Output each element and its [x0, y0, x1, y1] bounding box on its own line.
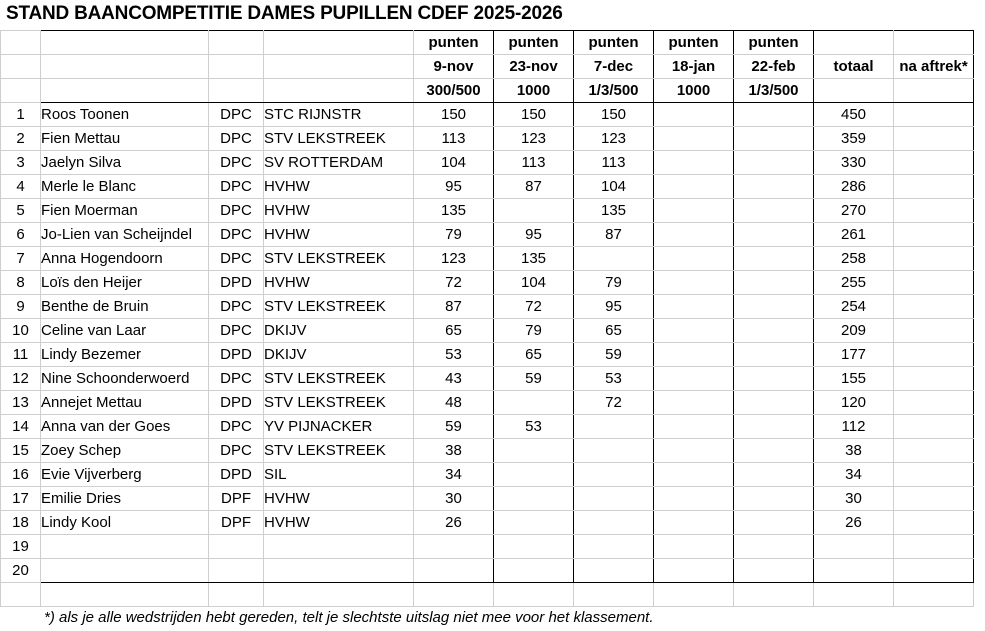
table-row [1, 151, 974, 175]
points-cell[interactable] [654, 151, 734, 175]
rank-cell[interactable]: 6 [1, 223, 41, 247]
category-cell[interactable]: DPC [209, 439, 264, 463]
points-cell[interactable]: 150 [494, 103, 574, 127]
club-cell[interactable]: SIL [264, 463, 414, 487]
points-cell[interactable]: 123 [494, 127, 574, 151]
club-cell[interactable]: HVHW [264, 199, 414, 223]
category-cell[interactable]: DPC [209, 127, 264, 151]
net-total-cell[interactable] [894, 439, 974, 463]
header-date[interactable]: 22-feb [734, 55, 814, 79]
points-cell[interactable] [494, 487, 574, 511]
category-cell[interactable]: DPC [209, 199, 264, 223]
table-row [1, 343, 974, 367]
points-cell[interactable] [494, 391, 574, 415]
name-cell[interactable]: Celine van Laar [41, 319, 209, 343]
points-cell[interactable] [574, 535, 654, 559]
club-cell[interactable]: SV ROTTERDAM [264, 151, 414, 175]
net-total-cell[interactable] [894, 199, 974, 223]
points-cell[interactable]: 72 [414, 271, 494, 295]
name-cell[interactable] [41, 559, 209, 583]
club-cell[interactable]: HVHW [264, 487, 414, 511]
category-cell[interactable]: DPD [209, 343, 264, 367]
name-cell[interactable]: Benthe de Bruin [41, 295, 209, 319]
sheet-title: STAND BAANCOMPETITIE DAMES PUPILLEN CDEF 2025-2026 [6, 3, 563, 24]
rank-cell[interactable]: 19 [1, 535, 41, 559]
points-cell[interactable]: 30 [414, 487, 494, 511]
points-cell[interactable] [654, 463, 734, 487]
rank-cell[interactable]: 1 [1, 103, 41, 127]
rank-cell[interactable]: 14 [1, 415, 41, 439]
net-total-cell[interactable] [894, 391, 974, 415]
category-cell[interactable]: DPC [209, 319, 264, 343]
points-cell[interactable] [734, 103, 814, 127]
points-cell[interactable] [654, 343, 734, 367]
points-cell[interactable]: 72 [574, 391, 654, 415]
header-na-aftrek[interactable]: na aftrek* [894, 55, 974, 79]
points-cell[interactable] [734, 391, 814, 415]
standings-table [0, 30, 974, 607]
points-cell[interactable]: 104 [414, 151, 494, 175]
points-cell[interactable]: 79 [414, 223, 494, 247]
header-date[interactable]: 7-dec [574, 55, 654, 79]
points-cell[interactable] [734, 127, 814, 151]
points-cell[interactable]: 95 [494, 223, 574, 247]
cell[interactable] [574, 583, 654, 607]
header-points[interactable]: 1000 [494, 79, 574, 103]
points-cell[interactable]: 87 [494, 175, 574, 199]
net-total-cell[interactable] [894, 367, 974, 391]
total-cell[interactable]: 258 [814, 247, 894, 271]
rank-cell[interactable]: 11 [1, 343, 41, 367]
points-cell[interactable]: 95 [574, 295, 654, 319]
points-cell[interactable] [734, 559, 814, 583]
total-cell[interactable]: 112 [814, 415, 894, 439]
points-cell[interactable] [654, 535, 734, 559]
points-cell[interactable] [654, 511, 734, 535]
rank-cell[interactable]: 20 [1, 559, 41, 583]
points-cell[interactable] [654, 367, 734, 391]
table-row [1, 487, 974, 511]
points-cell[interactable] [494, 199, 574, 223]
cell[interactable] [1, 79, 41, 103]
category-cell[interactable]: DPD [209, 391, 264, 415]
points-cell[interactable] [654, 319, 734, 343]
table-row [1, 415, 974, 439]
header-points[interactable]: 1/3/500 [734, 79, 814, 103]
points-cell[interactable] [734, 319, 814, 343]
points-cell[interactable] [574, 463, 654, 487]
table-row [1, 271, 974, 295]
rank-cell[interactable]: 16 [1, 463, 41, 487]
header-points[interactable]: 1/3/500 [574, 79, 654, 103]
table-row [1, 391, 974, 415]
points-cell[interactable] [414, 559, 494, 583]
name-cell[interactable]: Annejet Mettau [41, 391, 209, 415]
points-cell[interactable] [734, 199, 814, 223]
points-cell[interactable] [654, 127, 734, 151]
club-cell[interactable]: DKIJV [264, 319, 414, 343]
table-row [1, 511, 974, 535]
cell[interactable] [894, 583, 974, 607]
points-cell[interactable] [734, 295, 814, 319]
name-cell[interactable]: Merle le Blanc [41, 175, 209, 199]
net-total-cell[interactable] [894, 535, 974, 559]
header-punten[interactable]: punten [654, 31, 734, 55]
header-row-punten [1, 31, 974, 55]
points-cell[interactable] [654, 391, 734, 415]
category-cell[interactable]: DPD [209, 463, 264, 487]
name-cell[interactable]: Evie Vijverberg [41, 463, 209, 487]
total-cell[interactable]: 155 [814, 367, 894, 391]
name-cell[interactable]: Loïs den Heijer [41, 271, 209, 295]
net-total-cell[interactable] [894, 487, 974, 511]
header-date[interactable]: 9-nov [414, 55, 494, 79]
table-row [1, 103, 974, 127]
points-cell[interactable]: 150 [574, 103, 654, 127]
club-cell[interactable]: DKIJV [264, 343, 414, 367]
points-cell[interactable]: 87 [414, 295, 494, 319]
points-cell[interactable] [494, 535, 574, 559]
cell[interactable] [41, 55, 209, 79]
points-cell[interactable] [734, 511, 814, 535]
points-cell[interactable]: 113 [414, 127, 494, 151]
points-cell[interactable]: 79 [574, 271, 654, 295]
cell[interactable] [654, 583, 734, 607]
total-cell[interactable] [814, 559, 894, 583]
points-cell[interactable] [734, 223, 814, 247]
points-cell[interactable]: 135 [574, 199, 654, 223]
header-punten[interactable]: punten [574, 31, 654, 55]
club-cell[interactable]: HVHW [264, 271, 414, 295]
footnote: *) als je alle wedstrijden hebt gereden, telt je slechtste uitslag niet mee voor het klassement. [44, 609, 654, 626]
header-points[interactable]: 300/500 [414, 79, 494, 103]
points-cell[interactable]: 26 [414, 511, 494, 535]
rank-cell[interactable]: 9 [1, 295, 41, 319]
points-cell[interactable] [654, 103, 734, 127]
total-cell[interactable]: 38 [814, 439, 894, 463]
club-cell[interactable]: STV LEKSTREEK [264, 247, 414, 271]
name-cell[interactable]: Fien Moerman [41, 199, 209, 223]
rank-cell[interactable]: 17 [1, 487, 41, 511]
name-cell[interactable]: Jaelyn Silva [41, 151, 209, 175]
points-cell[interactable] [574, 439, 654, 463]
spacer-row [1, 583, 974, 607]
table-row [1, 535, 974, 559]
cell[interactable] [264, 583, 414, 607]
points-cell[interactable]: 65 [414, 319, 494, 343]
total-cell[interactable] [814, 535, 894, 559]
club-cell[interactable]: HVHW [264, 511, 414, 535]
table-row [1, 367, 974, 391]
club-cell[interactable]: STV LEKSTREEK [264, 295, 414, 319]
header-points[interactable]: 1000 [654, 79, 734, 103]
rank-cell[interactable]: 5 [1, 199, 41, 223]
table-row [1, 463, 974, 487]
cell[interactable] [264, 79, 414, 103]
net-total-cell[interactable] [894, 559, 974, 583]
name-cell[interactable]: Jo-Lien van Scheijndel [41, 223, 209, 247]
category-cell[interactable]: DPF [209, 487, 264, 511]
points-cell[interactable] [494, 511, 574, 535]
points-cell[interactable] [654, 271, 734, 295]
net-total-cell[interactable] [894, 415, 974, 439]
points-cell[interactable]: 38 [414, 439, 494, 463]
points-cell[interactable] [734, 415, 814, 439]
cell[interactable] [814, 583, 894, 607]
points-cell[interactable] [654, 439, 734, 463]
points-cell[interactable] [414, 535, 494, 559]
points-cell[interactable] [654, 199, 734, 223]
rank-cell[interactable]: 10 [1, 319, 41, 343]
points-cell[interactable] [574, 559, 654, 583]
name-cell[interactable]: Zoey Schep [41, 439, 209, 463]
points-cell[interactable]: 150 [414, 103, 494, 127]
net-total-cell[interactable] [894, 175, 974, 199]
points-cell[interactable] [574, 247, 654, 271]
total-cell[interactable]: 330 [814, 151, 894, 175]
points-cell[interactable] [734, 367, 814, 391]
header-date[interactable]: 18-jan [654, 55, 734, 79]
club-cell[interactable]: STV LEKSTREEK [264, 439, 414, 463]
table-row [1, 559, 974, 583]
net-total-cell[interactable] [894, 463, 974, 487]
club-cell[interactable]: STC RIJNSTR [264, 103, 414, 127]
net-total-cell[interactable] [894, 319, 974, 343]
points-cell[interactable]: 59 [574, 343, 654, 367]
points-cell[interactable] [734, 247, 814, 271]
rank-cell[interactable]: 18 [1, 511, 41, 535]
total-cell[interactable]: 26 [814, 511, 894, 535]
cell[interactable] [264, 31, 414, 55]
points-cell[interactable]: 34 [414, 463, 494, 487]
header-row-points [1, 79, 974, 103]
club-cell[interactable]: HVHW [264, 175, 414, 199]
cell[interactable] [41, 79, 209, 103]
points-cell[interactable]: 43 [414, 367, 494, 391]
points-cell[interactable] [654, 175, 734, 199]
points-cell[interactable]: 123 [574, 127, 654, 151]
net-total-cell[interactable] [894, 295, 974, 319]
name-cell[interactable]: Roos Toonen [41, 103, 209, 127]
rank-cell[interactable]: 2 [1, 127, 41, 151]
name-cell[interactable]: Lindy Kool [41, 511, 209, 535]
cell[interactable] [41, 31, 209, 55]
name-cell[interactable]: Anna van der Goes [41, 415, 209, 439]
net-total-cell[interactable] [894, 343, 974, 367]
name-cell[interactable]: Nine Schoonderwoerd [41, 367, 209, 391]
table-row [1, 295, 974, 319]
points-cell[interactable] [654, 223, 734, 247]
table-row [1, 175, 974, 199]
cell[interactable] [209, 79, 264, 103]
points-cell[interactable] [574, 415, 654, 439]
table-row [1, 247, 974, 271]
name-cell[interactable]: Lindy Bezemer [41, 343, 209, 367]
points-cell[interactable]: 53 [414, 343, 494, 367]
net-total-cell[interactable] [894, 223, 974, 247]
table-row [1, 319, 974, 343]
net-total-cell[interactable] [894, 103, 974, 127]
cell[interactable] [1, 583, 41, 607]
club-cell[interactable] [264, 559, 414, 583]
rank-cell[interactable]: 3 [1, 151, 41, 175]
cell[interactable] [1, 31, 41, 55]
header-punten[interactable]: punten [414, 31, 494, 55]
cell[interactable] [894, 79, 974, 103]
points-cell[interactable]: 65 [574, 319, 654, 343]
category-cell[interactable]: DPC [209, 415, 264, 439]
points-cell[interactable] [734, 439, 814, 463]
rank-cell[interactable]: 8 [1, 271, 41, 295]
category-cell[interactable]: DPD [209, 271, 264, 295]
category-cell[interactable]: DPC [209, 367, 264, 391]
points-cell[interactable] [494, 463, 574, 487]
points-cell[interactable]: 65 [494, 343, 574, 367]
points-cell[interactable]: 135 [494, 247, 574, 271]
rank-cell[interactable]: 15 [1, 439, 41, 463]
total-cell[interactable]: 209 [814, 319, 894, 343]
points-cell[interactable]: 104 [574, 175, 654, 199]
points-cell[interactable]: 53 [574, 367, 654, 391]
net-total-cell[interactable] [894, 127, 974, 151]
club-cell[interactable]: YV PIJNACKER [264, 415, 414, 439]
rank-cell[interactable]: 12 [1, 367, 41, 391]
points-cell[interactable]: 59 [494, 367, 574, 391]
points-cell[interactable]: 95 [414, 175, 494, 199]
rank-cell[interactable]: 13 [1, 391, 41, 415]
table-row [1, 199, 974, 223]
header-date[interactable]: 23-nov [494, 55, 574, 79]
net-total-cell[interactable] [894, 271, 974, 295]
points-cell[interactable]: 87 [574, 223, 654, 247]
cell[interactable] [814, 31, 894, 55]
total-cell[interactable]: 270 [814, 199, 894, 223]
net-total-cell[interactable] [894, 151, 974, 175]
net-total-cell[interactable] [894, 247, 974, 271]
category-cell[interactable]: DPC [209, 103, 264, 127]
category-cell[interactable]: DPC [209, 151, 264, 175]
points-cell[interactable]: 79 [494, 319, 574, 343]
total-cell[interactable]: 30 [814, 487, 894, 511]
rank-cell[interactable]: 4 [1, 175, 41, 199]
points-cell[interactable] [734, 175, 814, 199]
total-cell[interactable]: 261 [814, 223, 894, 247]
cell[interactable] [264, 55, 414, 79]
cell[interactable] [1, 55, 41, 79]
table-row [1, 439, 974, 463]
club-cell[interactable]: HVHW [264, 223, 414, 247]
cell[interactable] [814, 79, 894, 103]
total-cell[interactable]: 255 [814, 271, 894, 295]
points-cell[interactable] [734, 271, 814, 295]
name-cell[interactable]: Anna Hogendoorn [41, 247, 209, 271]
header-punten[interactable]: punten [494, 31, 574, 55]
cell[interactable] [894, 31, 974, 55]
cell[interactable] [414, 583, 494, 607]
points-cell[interactable] [734, 487, 814, 511]
total-cell[interactable]: 120 [814, 391, 894, 415]
points-cell[interactable] [654, 415, 734, 439]
points-cell[interactable] [734, 343, 814, 367]
points-cell[interactable] [654, 559, 734, 583]
cell[interactable] [41, 583, 209, 607]
points-cell[interactable]: 48 [414, 391, 494, 415]
points-cell[interactable] [654, 295, 734, 319]
total-cell[interactable]: 359 [814, 127, 894, 151]
category-cell[interactable] [209, 535, 264, 559]
cell[interactable] [209, 31, 264, 55]
club-cell[interactable]: STV LEKSTREEK [264, 127, 414, 151]
name-cell[interactable]: Emilie Dries [41, 487, 209, 511]
points-cell[interactable] [654, 487, 734, 511]
points-cell[interactable] [734, 151, 814, 175]
points-cell[interactable]: 113 [574, 151, 654, 175]
points-cell[interactable]: 72 [494, 295, 574, 319]
category-cell[interactable]: DPC [209, 295, 264, 319]
points-cell[interactable]: 104 [494, 271, 574, 295]
category-cell[interactable]: DPC [209, 247, 264, 271]
cell[interactable] [494, 583, 574, 607]
cell[interactable] [734, 583, 814, 607]
cell[interactable] [209, 55, 264, 79]
total-cell[interactable]: 450 [814, 103, 894, 127]
name-cell[interactable] [41, 535, 209, 559]
rank-cell[interactable]: 7 [1, 247, 41, 271]
category-cell[interactable] [209, 559, 264, 583]
category-cell[interactable]: DPF [209, 511, 264, 535]
total-cell[interactable]: 34 [814, 463, 894, 487]
club-cell[interactable]: STV LEKSTREEK [264, 367, 414, 391]
category-cell[interactable]: DPC [209, 175, 264, 199]
points-cell[interactable] [654, 247, 734, 271]
total-cell[interactable]: 177 [814, 343, 894, 367]
table-row [1, 223, 974, 247]
points-cell[interactable] [494, 559, 574, 583]
category-cell[interactable]: DPC [209, 223, 264, 247]
table-row [1, 127, 974, 151]
club-cell[interactable]: STV LEKSTREEK [264, 391, 414, 415]
total-cell[interactable]: 286 [814, 175, 894, 199]
header-totaal[interactable]: totaal [814, 55, 894, 79]
points-cell[interactable] [574, 511, 654, 535]
header-punten[interactable]: punten [734, 31, 814, 55]
points-cell[interactable] [734, 535, 814, 559]
points-cell[interactable]: 53 [494, 415, 574, 439]
points-cell[interactable]: 123 [414, 247, 494, 271]
header-row-dates [1, 55, 974, 79]
club-cell[interactable] [264, 535, 414, 559]
points-cell[interactable] [494, 439, 574, 463]
net-total-cell[interactable] [894, 511, 974, 535]
name-cell[interactable]: Fien Mettau [41, 127, 209, 151]
points-cell[interactable]: 59 [414, 415, 494, 439]
points-cell[interactable] [734, 463, 814, 487]
points-cell[interactable] [574, 487, 654, 511]
points-cell[interactable]: 135 [414, 199, 494, 223]
cell[interactable] [209, 583, 264, 607]
total-cell[interactable]: 254 [814, 295, 894, 319]
points-cell[interactable]: 113 [494, 151, 574, 175]
